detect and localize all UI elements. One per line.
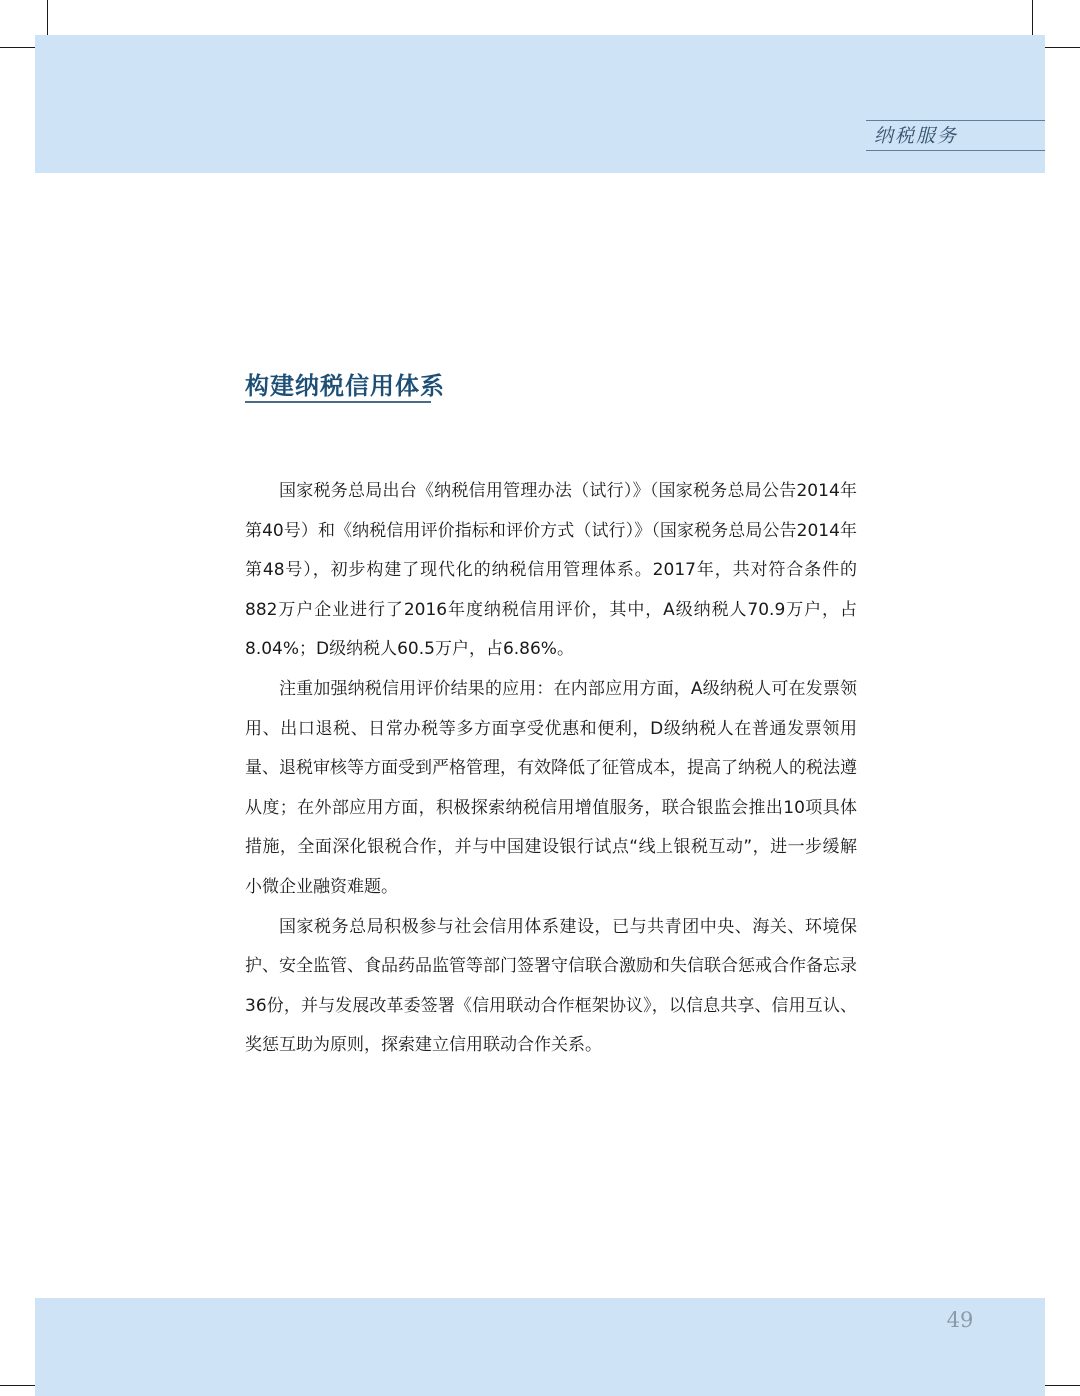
- crop-mark: [47, 0, 48, 35]
- body-paragraph: 国家税务总局出台《纳税信用管理办法（试行）》（国家税务总局公告2014年第40号）和《纳税信用评价指标和评价方式（试行）》（国家税务总局公告2014年第48号），初步构建了现代化的纳税信用管理体系。2017年，共对符合条件的882万户企业进行了2016年度纳税信用评价，其中，A级纳税人70.9万户，占8.04%；D级纳税人60.5万户，占6.86%。: [245, 481, 857, 660]
- body-paragraph: 注重加强纳税信用评价结果的应用：在内部应用方面，A级纳税人可在发票领用、出口退税、日常办税等多方面享受优惠和便利，D级纳税人在普通发票领用量、退税审核等方面受到严格管理，有效降低了征管成本，提高了纳税人的税法遵从度；在外部应用方面，积极探索纳税信用增值服务，联合银监会推出10项具体措施，全面深化银税合作，并与中国建设银行试点“线上银税互动”，进一步缓解小微企业融资难题。: [245, 678, 857, 897]
- footer-band: [35, 1298, 1045, 1396]
- crop-mark: [0, 1385, 35, 1386]
- crop-mark: [1045, 1385, 1080, 1386]
- article-title: 构建纳税信用体系: [245, 371, 445, 400]
- crop-mark: [1032, 0, 1033, 35]
- section-label: 纳税服务: [874, 125, 959, 147]
- header-band: [35, 35, 1045, 173]
- article-body: [245, 472, 857, 1066]
- body-paragraph: 国家税务总局积极参与社会信用体系建设，已与共青团中央、海关、环境保护、安全监管、食品药品监管等部门签署守信联合激励和失信联合惩戒合作备忘录36份，并与发展改革委签署《信用联动合作框架协议》，以信息共享、信用互认、奖惩互助为原则，探索建立信用联动合作关系。: [245, 916, 857, 1056]
- section-tag: [866, 120, 1045, 151]
- crop-mark: [1045, 47, 1080, 48]
- page-number: 49: [946, 1308, 974, 1332]
- title-underline: [245, 401, 431, 403]
- crop-mark: [0, 47, 35, 48]
